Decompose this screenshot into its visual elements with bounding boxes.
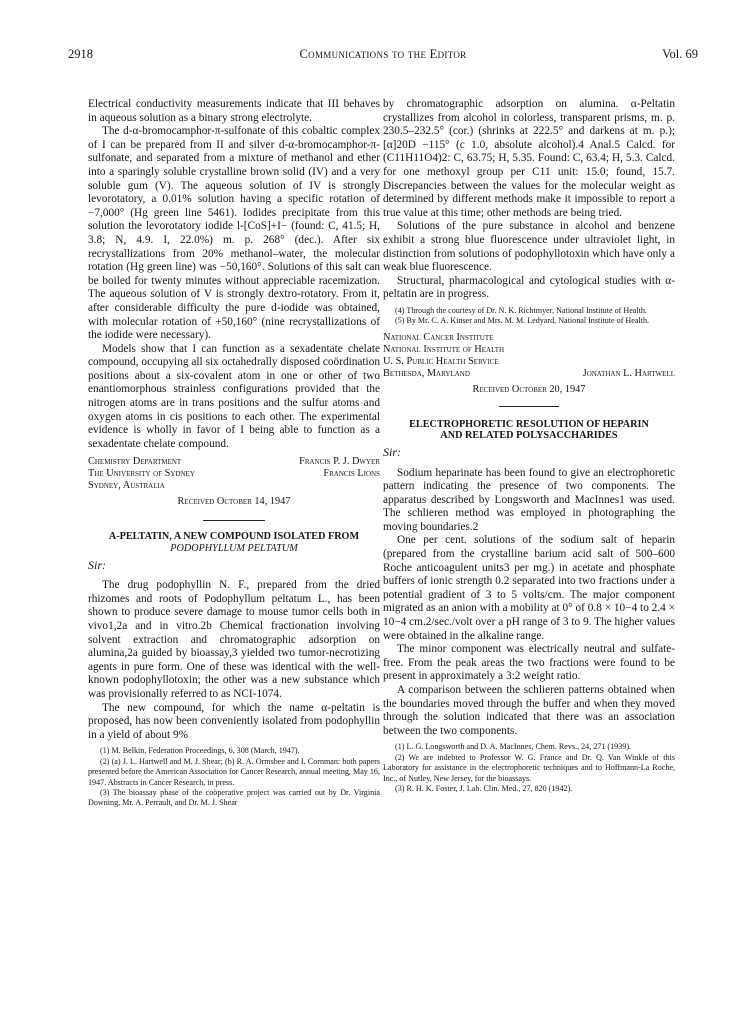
footnote: (1) L. G. Longsworth and D. A. MacInnes, Chem. Revs., 24, 271 (1939). xyxy=(395,742,632,752)
footnote: (2) (a) J. L. Hartwell and M. J. Shear; (b) R. A. Ormsbee and I. Cornman: both papers presented before the American Association for Cancer Research, annual meeting, May 16, 1947. Abstracts in Cancer Research, in press. xyxy=(88,756,380,787)
author-address-block xyxy=(88,456,380,494)
footnote: (3) The bioassay phase of the coöperative project was carried out by Dr. Virginia Downing, Mr. A. Perrault, and Dr. M. J. Shear xyxy=(88,787,380,808)
footnote: (1) M. Belkin, Federation Proceedings, 6, 308 (March, 1947). xyxy=(100,746,300,756)
running-title: Communications to the Editor xyxy=(299,47,467,61)
author-name: Francis P. J. Dwyer xyxy=(299,456,380,468)
received-date: Received October 14, 1947 xyxy=(177,496,291,508)
right-column xyxy=(383,98,675,794)
paragraph: The minor component was electrically neutral and sulfate-free. From the peak areas the two fractions were found to be present in approximately a 3:2 weight ratio. xyxy=(383,643,675,683)
paragraph: The drug podophyllin N. F., prepared from the dried rhizomes and roots of Podophyllum peltatum L., has been shown to produce severe damage to mouse tumor cells both in vivo1,2a and in vitro.2b Chemical fractionation involving solvent extraction and chromatographic adsorption on alumina,2a guided by bioassay,3 yielded two tumor-necrotizing agents in pure form. One of these was identical with the well-known podophyllotoxin; the other was a new substance which was provisionally referred to as NCI-1074. xyxy=(88,579,380,700)
paragraph: One per cent. solutions of the sodium salt of heparin (prepared from the crystalline barium acid salt of 500–600 Roche anticoagulent units3 per mg.) in acetate and phosphate buffers of ionic strength 0.2 separated into two fractions under a potential gradient of 3 to 5 volts/cm. The major component migrated as an anion with a mobility at 0° of 0.8 × 10−4 to 2.4 × 10−4 cm.2/sec./volt over a pH range of 3 to 9. The higher values were obtained in the alkaline range. xyxy=(383,534,675,642)
footnote: (4) Through the courtesy of Dr. N. K. Richtmyer, National Institute of Health. xyxy=(395,305,647,315)
paragraph: Solutions of the pure substance in alcohol and benzene exhibit a strong blue fluorescence under ultraviolet light, in distinction from solutions of podophyllotoxin which have only a weak blue fluorescence. xyxy=(383,220,675,274)
paragraph: A comparison between the schlieren patterns obtained when the boundaries moved through the buffer and when they moved through the solution indicated that there was an association between the two components. xyxy=(383,684,675,737)
institution-name: National Cancer Institute xyxy=(383,331,494,343)
institution-name: U. S. Public Health Service xyxy=(383,355,499,367)
page-header xyxy=(68,47,698,69)
volume-number: Vol. 69 xyxy=(662,47,698,61)
separator-rule xyxy=(499,406,559,407)
separator-rule xyxy=(203,520,265,521)
paragraph: Sodium heparinate has been found to give an electrophoretic pattern indicating the presence of two components. The apparatus described by Longsworth and MacInnes1 was used. The schlieren method was employed in photographing the moving boundaries.2 xyxy=(383,466,675,533)
paragraph: by chromatographic adsorption on alumina. α-Peltatin crystallizes from alcohol in colorless, transparent prisms, m. p. 230.5–232.5° (cor.) (shrinks at 222.5° and darkens at m. p.); [α]20D −115° (c 1.0, absolute alcohol).4 Anal.5 Calcd. for (C11H11O4)2: C, 63.75; H, 5.35. Found: C, 63.4; H, 5.3. Calcd. for one methoxyl group per C11 unit: 15.0; found, 15.7. Discrepancies between the values for the molecular weight as determined by different methods make it impossible to report a true value at this time; other methods are being tried. xyxy=(383,98,675,219)
article-subtitle: PODOPHYLLUM PELTATUM xyxy=(170,543,298,555)
author-name: Jonathan L. Hartwell xyxy=(582,367,675,379)
article-title: AND RELATED POLYSACCHARIDES xyxy=(440,430,618,442)
article-title: ELECTROPHORETIC RESOLUTION OF HEPARIN xyxy=(409,418,649,430)
left-column xyxy=(88,98,380,809)
page-number: 2918 xyxy=(68,47,93,61)
footnote: (2) We are indebted to Professor W. G. France and Dr. Q. Van Winkle of this Laboratory for assistance in the electrophoretic techniques and to Hoffmann-La Roche, Inc., of Nutley, New Jersey, for the bioassays. xyxy=(383,752,675,783)
footnote: (3) R. H. K. Foster, J. Lab. Clin. Med., 27, 820 (1942). xyxy=(395,784,573,793)
author-address-block xyxy=(383,332,675,382)
salutation: Sir: xyxy=(88,557,106,572)
salutation: Sir: xyxy=(383,444,401,459)
institution-location: Bethesda, Maryland xyxy=(383,367,470,379)
paragraph: Models show that I can function as a sexadentate chelate compound, occupying all six octahedrally disposed coördination positions about a six-covalent atom in one or other of two enantiomorphous strainless configurations provided that the nitrogen atoms are in trans positions and the sulfur atoms and oxygen atoms in cis positions to each other. The experimental evidence is wholly in favor of I being able to function as a sexadentate chelate compound. xyxy=(88,342,380,450)
article-title: Α-PELTATIN, A NEW COMPOUND ISOLATED FROM xyxy=(108,531,360,543)
paragraph: The d-α-bromocamphor-π-sulfonate of this cobaltic complex of I can be prepared from II and silver d-α-bromocamphor-π-sulfonate, and separated from a mixture of methanol and ether into a sparingly soluble crystalline brown solid (IV) and a very soluble gum (V). The aqueous solution of IV is strongly levorotatory, a 0.01% solution having a specific rotation of −7,000° (Hg green line 5461). Iodides precipitate from this solution the levorotatory iodide l-[CoS]+I− (found: C, 41.5; H, 3.8; N, 4.9. I, 22.0%) m. p. 268° (dec.). After six recrystallizations from 20% methanol–water, the molecular rotation (Hg green line) was −50,160°. Solutions of this salt can be boiled for twenty minutes without appreciable racemization. The aqueous solution of V is strongly dextro-rotatory. From it, after considerable difficulty the pure d-iodide was obtained, with molecular rotation of +50,160° (nine recrystallizations of the iodide were necessary). xyxy=(88,125,380,342)
institution-name: National Institute of Health xyxy=(383,343,505,355)
paragraph: The new compound, for which the name α-peltatin is proposed, has now been conveniently isolated from podophyllin in a yield of about 9% xyxy=(88,701,380,741)
institution-location: Sydney, Australia xyxy=(88,480,165,492)
footnote: (5) By Mr. C. A. Kinser and Mrs. M. M. Ledyard, National Institute of Health. xyxy=(395,316,650,326)
author-name: Francis Lions xyxy=(323,468,380,480)
paragraph: Electrical conductivity measurements indicate that III behaves in aqueous solution as a binary strong electrolyte. xyxy=(88,98,380,124)
institution-name: The University of Sydney xyxy=(88,468,195,480)
paragraph: Structural, pharmacological and cytological studies with α-peltatin are in progress. xyxy=(383,274,675,301)
received-date: Received October 20, 1947 xyxy=(472,383,586,395)
institution-name: Chemistry Department xyxy=(88,456,182,468)
